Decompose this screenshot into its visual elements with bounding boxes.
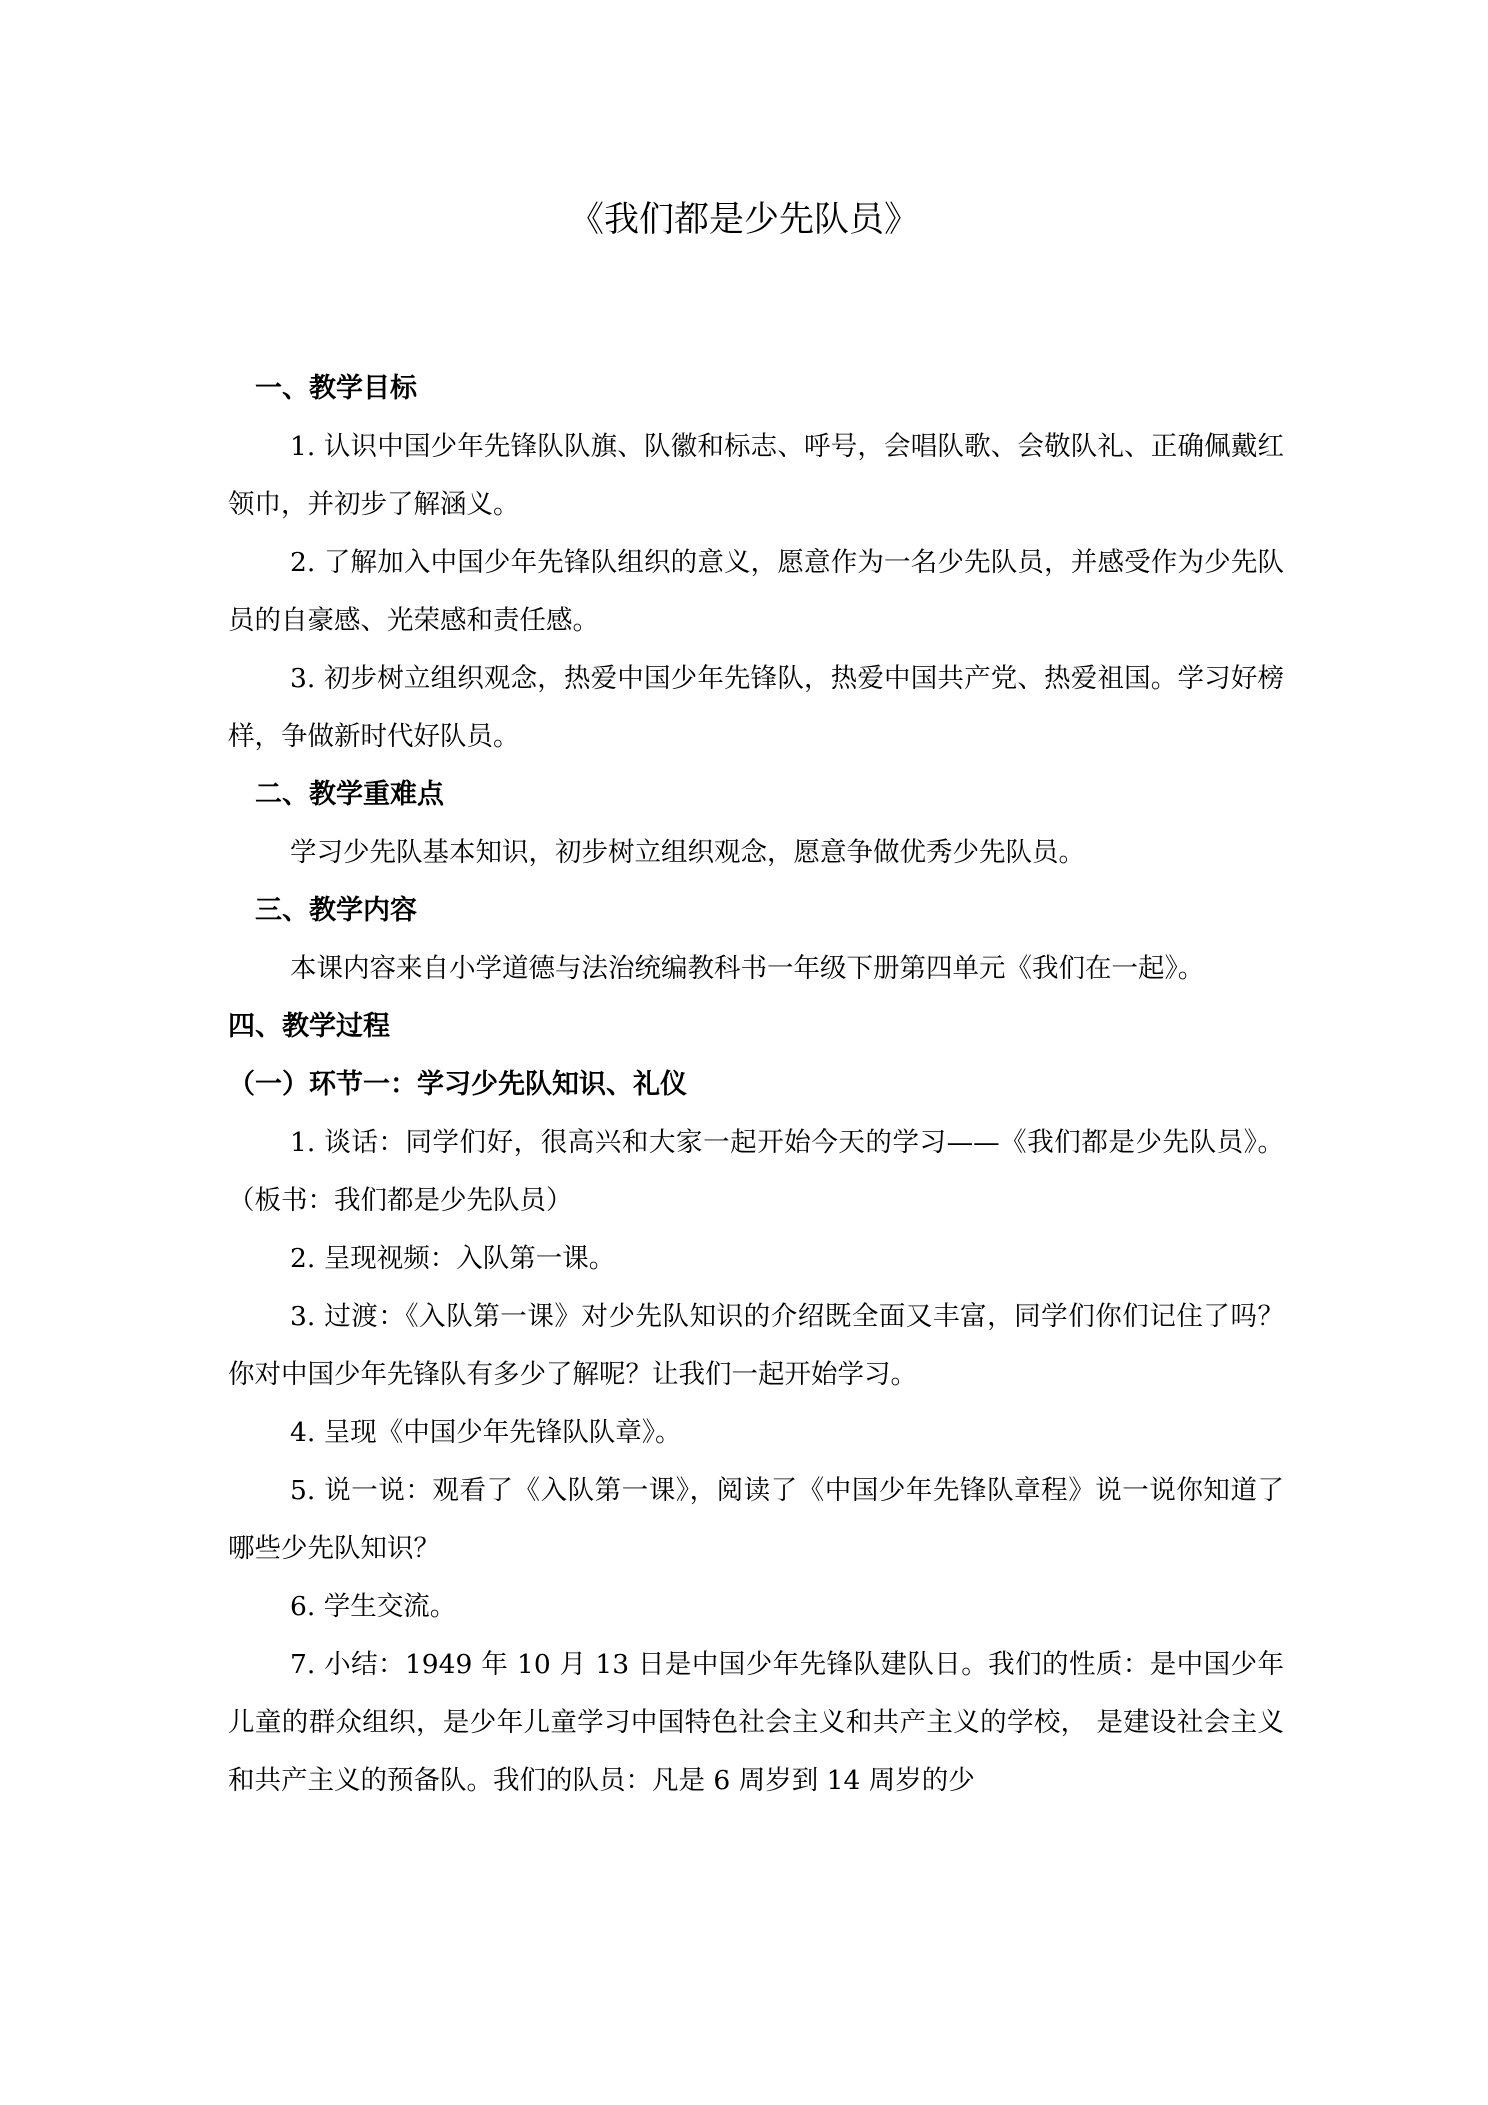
section-heading: 一、教学目标 xyxy=(255,373,417,404)
process-item-4: 4. 呈现《中国少年先锋队队章》。 xyxy=(290,1417,682,1448)
process-item-7: 7. 小结：1949 年 10 月 13 日是中国少年先锋队建队日。我们的性质：是中国少年儿童的群众组织，是少年儿童学习中国特色社会主义和共产主义的学校， 是建设社会主义和共产主义的预备队。我们的队员：凡是 6 周岁到 14 周岁的少 xyxy=(228,1649,1284,1796)
subsection-heading: （一）环节一：学习少先队知识、礼仪 xyxy=(228,1069,687,1100)
section-key-points xyxy=(228,766,1284,882)
document-title: 《我们都是少先队员》 xyxy=(568,200,919,240)
process-item-2: 2. 呈现视频：入队第一课。 xyxy=(290,1243,616,1274)
process-item-5: 5. 说一说：观看了《入队第一课》，阅读了《中国少年先锋队章程》说一说你知道了哪些少先队知识？ xyxy=(228,1475,1284,1564)
objective-item-1: 1. 认识中国少年先锋队队旗、队徽和标志、呼号，会唱队歌、会敬队礼、正确佩戴红领巾，并初步了解涵义。 xyxy=(228,431,1284,520)
objective-item-3: 3. 初步树立组织观念，热爱中国少年先锋队，热爱中国共产党、热爱祖国。学习好榜样，争做新时代好队员。 xyxy=(228,663,1284,752)
section-heading: 三、教学内容 xyxy=(255,895,417,926)
process-item-1: 1. 谈话：同学们好，很高兴和大家一起开始今天的学习——《我们都是少先队员》。（板书：我们都是少先队员） xyxy=(228,1127,1284,1216)
section-process xyxy=(228,998,1284,1810)
content-text: 本课内容来自小学道德与法治统编教科书一年级下册第四单元《我们在一起》。 xyxy=(290,953,1205,984)
objective-item-2: 2. 了解加入中国少年先锋队组织的意义，愿意作为一名少先队员，并感受作为少先队员的自豪感、光荣感和责任感。 xyxy=(228,547,1284,636)
section-content xyxy=(228,882,1284,998)
section-heading: 二、教学重难点 xyxy=(255,779,444,810)
document-body xyxy=(228,360,1284,1810)
process-item-3: 3. 过渡：《入队第一课》对少先队知识的介绍既全面又丰富，同学们你们记住了吗？你对中国少年先锋队有多少了解呢？让我们一起开始学习。 xyxy=(228,1301,1284,1390)
section-heading: 四、教学过程 xyxy=(228,1011,390,1042)
key-points-text: 学习少先队基本知识，初步树立组织观念，愿意争做优秀少先队员。 xyxy=(290,837,1085,868)
section-objectives xyxy=(228,360,1284,766)
process-item-6: 6. 学生交流。 xyxy=(290,1591,457,1622)
